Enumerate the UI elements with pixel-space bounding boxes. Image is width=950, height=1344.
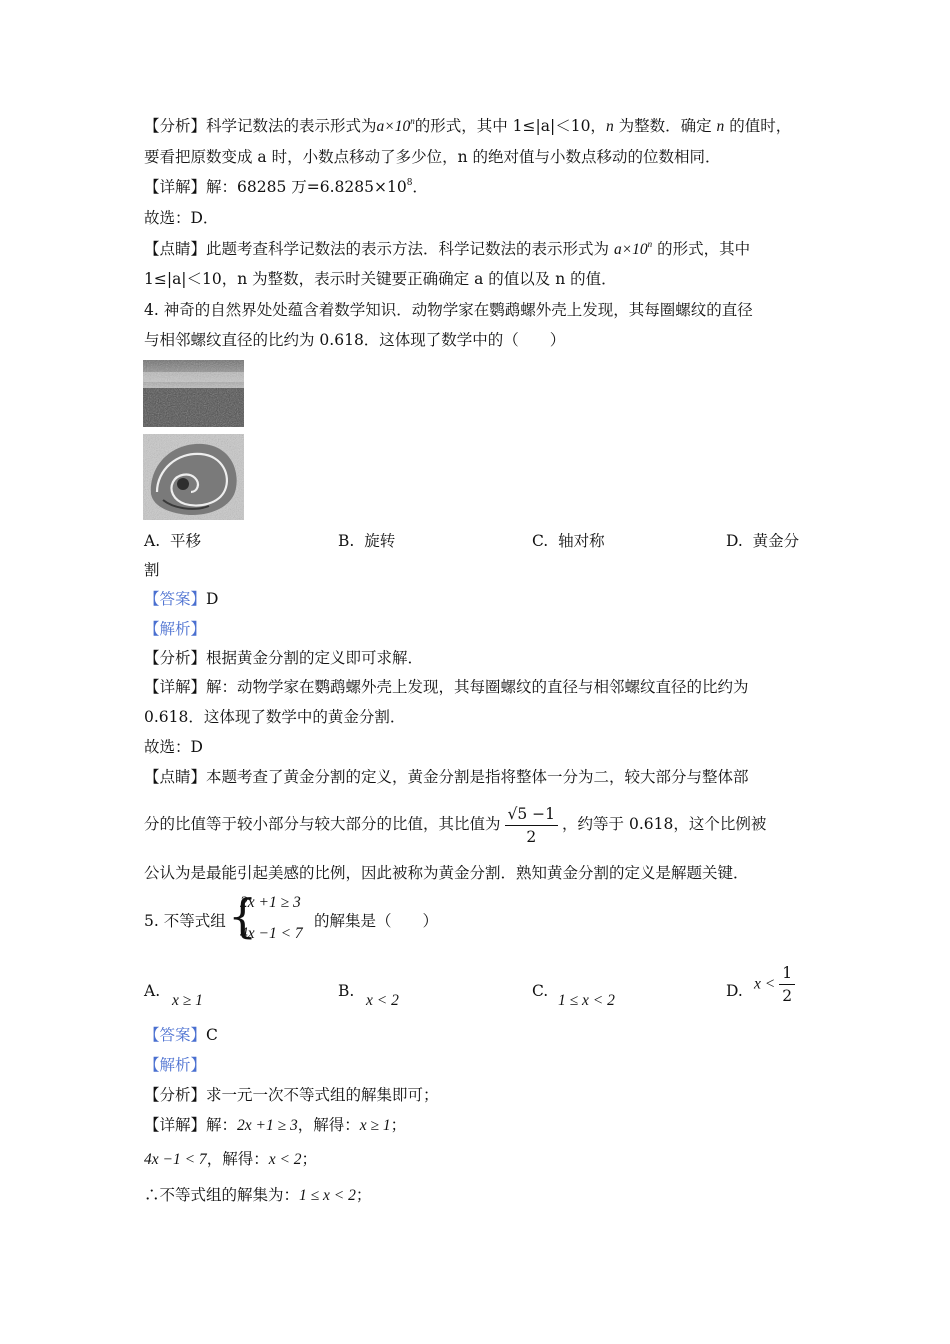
formula: x < 2 bbox=[268, 1151, 302, 1168]
q3-detail bbox=[144, 176, 428, 198]
text: ，约等于 0.618，这个比例被 bbox=[562, 815, 767, 833]
q5-detail-line-2 bbox=[144, 1148, 317, 1171]
golden-ratio-fraction bbox=[505, 803, 559, 848]
q5-answer bbox=[144, 1024, 218, 1046]
option-text: 旋转 bbox=[364, 532, 396, 550]
q5-option-d[interactable] bbox=[754, 962, 799, 1007]
q5-option-b-letter: B. bbox=[338, 982, 355, 1000]
exponent: 8 bbox=[406, 178, 413, 188]
q4-option-d-wrap: 割 bbox=[144, 561, 160, 579]
fraction-numerator: √5 −1 bbox=[505, 803, 559, 826]
comment-tag: 【点睛】 bbox=[144, 240, 207, 258]
text: 为整数．确定 bbox=[613, 117, 717, 135]
answer-value: C bbox=[206, 1026, 218, 1044]
option-letter: C. bbox=[532, 532, 549, 550]
text: 的形式，其中 bbox=[652, 240, 751, 258]
fraction-denominator: 2 bbox=[782, 987, 793, 1005]
text: 科学记数法的表示形式为 bbox=[206, 117, 377, 135]
q5-stem-suffix: 的解集是（ ） bbox=[314, 912, 439, 930]
q3-choice: 故选：D． bbox=[144, 209, 219, 227]
option-text: 黄金分 bbox=[752, 532, 800, 550]
q4-option-b[interactable] bbox=[338, 530, 395, 552]
q5-option-b[interactable]: x < 2 bbox=[366, 992, 399, 1009]
half-fraction bbox=[779, 962, 795, 1007]
option-letter: D. bbox=[726, 532, 743, 550]
q4-analysis: 【分析】根据黄金分割的定义即可求解． bbox=[144, 649, 424, 667]
q4-option-d[interactable] bbox=[726, 530, 799, 552]
answer-tag: 【答案】 bbox=[144, 590, 207, 608]
var: n bbox=[716, 118, 725, 135]
q4-explain-tag: 【解析】 bbox=[144, 620, 207, 638]
q4-comment-line-1: 【点睛】本题考查了黄金分割的定义，黄金分割是指将整体一分为二，较大部分与整体部 bbox=[144, 768, 749, 786]
text: ，解得： bbox=[206, 1150, 269, 1168]
option-letter: B. bbox=[338, 532, 355, 550]
q4-detail-line-1: 【详解】解：动物学家在鹦鹉螺外壳上发现，其每圈螺纹的直径与相邻螺纹直径的比约为 bbox=[144, 678, 749, 696]
fraction-numerator: 1 bbox=[779, 962, 795, 985]
formula: 2x +1 ≥ 3 bbox=[237, 1117, 298, 1134]
formula: 1 ≤ x < 2 bbox=[299, 1187, 356, 1204]
q5-option-c[interactable]: 1 ≤ x < 2 bbox=[558, 992, 615, 1009]
formula: 4x −1 < 7 bbox=[144, 1151, 207, 1168]
q5-option-a-letter: A. bbox=[144, 982, 161, 1000]
text: ． bbox=[412, 178, 428, 196]
q4-answer bbox=[144, 588, 218, 610]
q3-comment-line-2: 1≤|a|＜10，n 为整数，表示时关键要正确确定 a 的值以及 n 的值． bbox=[144, 270, 617, 288]
text: 此题考查科学记数法的表示方法．科学记数法的表示形式为 bbox=[206, 240, 614, 258]
var: n bbox=[605, 118, 614, 135]
text: ； bbox=[390, 1116, 407, 1134]
q4-option-c[interactable] bbox=[532, 530, 605, 552]
text: 【详解】解： bbox=[144, 1116, 238, 1134]
left-brace: { bbox=[228, 889, 258, 943]
q4-stem-line-2: 与相邻螺纹直径的比约为 0.618．这体现了数学中的（ ） bbox=[144, 331, 566, 349]
option-text: 平移 bbox=[169, 532, 201, 550]
q3-comment-line-1 bbox=[144, 238, 750, 261]
text: ； bbox=[301, 1150, 318, 1168]
q3-analysis-line-2: 要看把原数变成 a 时，小数点移动了多少位，n 的绝对值与小数点移动的位数相同． bbox=[144, 148, 721, 166]
text: 分的比值等于较小部分与较大部分的比值，其比值为 bbox=[144, 815, 501, 833]
q4-comment-line-2 bbox=[144, 800, 766, 848]
q5-detail-line-1 bbox=[144, 1114, 406, 1137]
q5-option-a[interactable]: x ≥ 1 bbox=[172, 992, 203, 1009]
formula: a×10 bbox=[376, 118, 411, 135]
q4-comment-line-3: 公认为是最能引起美感的比例，因此被称为黄金分割．熟知黄金分割的定义是解题关键． bbox=[144, 864, 749, 882]
text: 解：68285 万=6.8285×10 bbox=[206, 178, 407, 196]
q5-stem-prefix: 5. 不等式组 bbox=[144, 912, 226, 930]
q5-analysis: 【分析】求一元一次不等式组的解集即可； bbox=[144, 1086, 439, 1104]
analysis-tag: 【分析】 bbox=[144, 117, 207, 135]
text: ，解得： bbox=[297, 1116, 360, 1134]
detail-tag: 【详解】 bbox=[144, 178, 207, 196]
formula: x ≥ 1 bbox=[359, 1117, 391, 1134]
option-text: 轴对称 bbox=[558, 532, 605, 550]
q5-option-d-letter: D. bbox=[726, 982, 743, 1000]
grassland-photo bbox=[143, 360, 244, 427]
q5-explain-tag: 【解析】 bbox=[144, 1056, 207, 1074]
q5-inequality-2: 4x −1 < 7 bbox=[240, 925, 303, 942]
option-letter: A. bbox=[144, 532, 161, 550]
exponent: n bbox=[647, 239, 653, 249]
q4-choice: 故选：D bbox=[144, 738, 203, 756]
text: ； bbox=[355, 1186, 372, 1204]
q4-option-a[interactable] bbox=[144, 530, 201, 552]
q5-inequality-1: 2x +1 ≥ 3 bbox=[240, 894, 301, 911]
formula: a×10 bbox=[613, 241, 648, 258]
answer-tag: 【答案】 bbox=[144, 1026, 207, 1044]
option-text: x < bbox=[754, 975, 776, 993]
q5-detail-line-3 bbox=[144, 1184, 371, 1207]
q3-analysis-line-1 bbox=[144, 115, 791, 138]
q5-option-c-letter: C. bbox=[532, 982, 549, 1000]
text: 的值时， bbox=[724, 117, 792, 135]
answer-value: D bbox=[206, 590, 219, 608]
text: ∴不等式组的解集为： bbox=[144, 1186, 300, 1204]
text: 的形式，其中 1≤|a|＜10， bbox=[414, 117, 606, 135]
fraction-denominator: 2 bbox=[526, 827, 537, 846]
q4-detail-line-2: 0.618．这体现了数学中的黄金分割． bbox=[144, 708, 406, 726]
exponent: n bbox=[410, 116, 415, 126]
q4-stem-line-1: 4. 神奇的自然界处处蕴含着数学知识．动物学家在鹦鹉螺外壳上发现，其每圈螺纹的直径 bbox=[144, 301, 753, 319]
nautilus-shell-photo bbox=[143, 434, 244, 520]
